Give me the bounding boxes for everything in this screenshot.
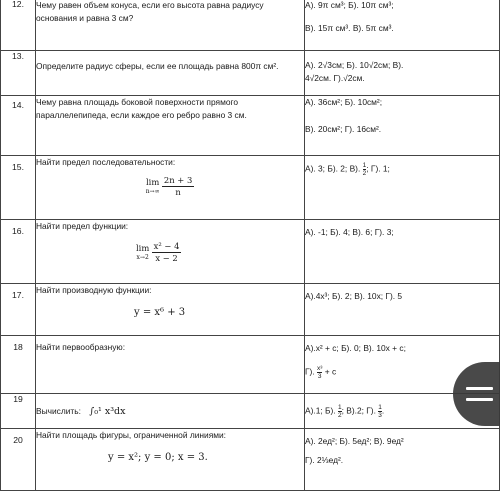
- menu-icon: [466, 398, 493, 401]
- answer-line: В). 15π см³. В). 5π см³.: [305, 23, 394, 33]
- question-number: 20: [1, 429, 36, 491]
- table-row: [1, 220, 500, 284]
- question-text: Вычислить:: [36, 405, 81, 416]
- function-formula: y = x⁶ + 3: [134, 307, 186, 318]
- limit-fraction: $\frac{2n + 3}{n}$: [163, 175, 193, 197]
- answer-options: [305, 51, 500, 96]
- answer-line: Г). $\frac{\text{x³}}{3} + c$: [305, 365, 337, 380]
- answer-options: А).1; Б). $\frac{1}{2}$; В).2; Г). $\frac{1}{3}$.: [305, 394, 500, 429]
- fraction: $\frac{1}{2}$: [337, 403, 342, 419]
- answer-options: А). -1; Б). 4; В). 6; Г). 3;: [305, 220, 500, 284]
- limit-expression: [36, 175, 304, 198]
- question-text: Найти производную функции:: [36, 285, 152, 295]
- limit-operator: lim n→∞: [145, 176, 160, 195]
- question-number: 12.: [1, 0, 36, 51]
- answer-line: В). 20см²; Г). 16см².: [305, 124, 382, 134]
- table-row: [1, 394, 500, 429]
- menu-icon: [466, 387, 493, 390]
- table-row: [1, 96, 500, 156]
- answer-line: А). 9π см³; Б). 10π см³;: [305, 0, 394, 10]
- question-text: Найти предел последовательности:: [36, 157, 176, 167]
- fraction: $\frac{\text{x³}}{3}$: [316, 365, 323, 380]
- question-cell: [36, 284, 305, 336]
- answer-line: А). 2ед²; Б). 5ед²; В). 9ед²: [305, 436, 404, 446]
- question-cell: [36, 394, 305, 429]
- table-row: [1, 429, 500, 491]
- question-number: 15.: [1, 156, 36, 220]
- limit-expression: [36, 241, 304, 264]
- answer-line: А). 2√3см; Б). 10√2см; В).: [305, 60, 404, 70]
- answer-line: Г). 2⅓ед².: [305, 455, 344, 465]
- table-row: [1, 0, 500, 51]
- integral-expression: ∫₀¹ x³dx: [89, 405, 126, 417]
- question-number: 17.: [1, 284, 36, 336]
- answer-line: 4√2см. Г).√2см.: [305, 73, 365, 83]
- answer-options: [305, 429, 500, 491]
- answer-line: А). 36см²; Б). 10см²;: [305, 97, 383, 107]
- table-row: [1, 336, 500, 394]
- limit-operator: lim x→2: [136, 242, 150, 261]
- question-number: 16.: [1, 220, 36, 284]
- answer-options: А).4x³; Б). 2; В). 10x; Г). 5: [305, 284, 500, 336]
- question-number: 19: [1, 394, 36, 429]
- table-row: [1, 51, 500, 96]
- limit-fraction: $\frac{\text{x² − 4}}{x - 2}$: [153, 241, 180, 263]
- table-row: [1, 156, 500, 220]
- question-cell: [36, 429, 305, 491]
- question-text: Определите радиус сферы, если ее площадь равна 800π см².: [36, 51, 305, 96]
- answer-options: [305, 0, 500, 51]
- answer-options: [305, 96, 500, 156]
- question-text: Чему равна площадь боковой поверхности прямого параллелепипеда, если каждое его ребро равно 3 см.: [36, 96, 305, 156]
- question-number: 18: [1, 336, 36, 394]
- question-cell: [36, 220, 305, 284]
- question-text: Чему равен объем конуса, если его высота равна радиусу основания и равна 3 см?: [36, 0, 305, 51]
- question-number: 13.: [1, 51, 36, 96]
- question-text: Найти предел функции:: [36, 221, 129, 231]
- table-row: [1, 284, 500, 336]
- question-number: 14.: [1, 96, 36, 156]
- fraction: $\frac{1}{2}$: [362, 162, 367, 177]
- question-text: Найти первообразную:: [36, 336, 305, 394]
- question-cell: [36, 156, 305, 220]
- answer-line: А).x² + c; Б). 0; В). 10x + c;: [305, 343, 406, 353]
- question-text: Найти площадь фигуры, ограниченной линиями:: [36, 430, 227, 440]
- bounding-lines-formula: y = x²; y = 0; x = 3.: [108, 452, 208, 463]
- answer-options: А). 3; Б). 2; В). $\frac{1}{2}$; Г). 1;: [305, 156, 500, 220]
- fraction: $\frac{1}{3}$: [378, 403, 382, 419]
